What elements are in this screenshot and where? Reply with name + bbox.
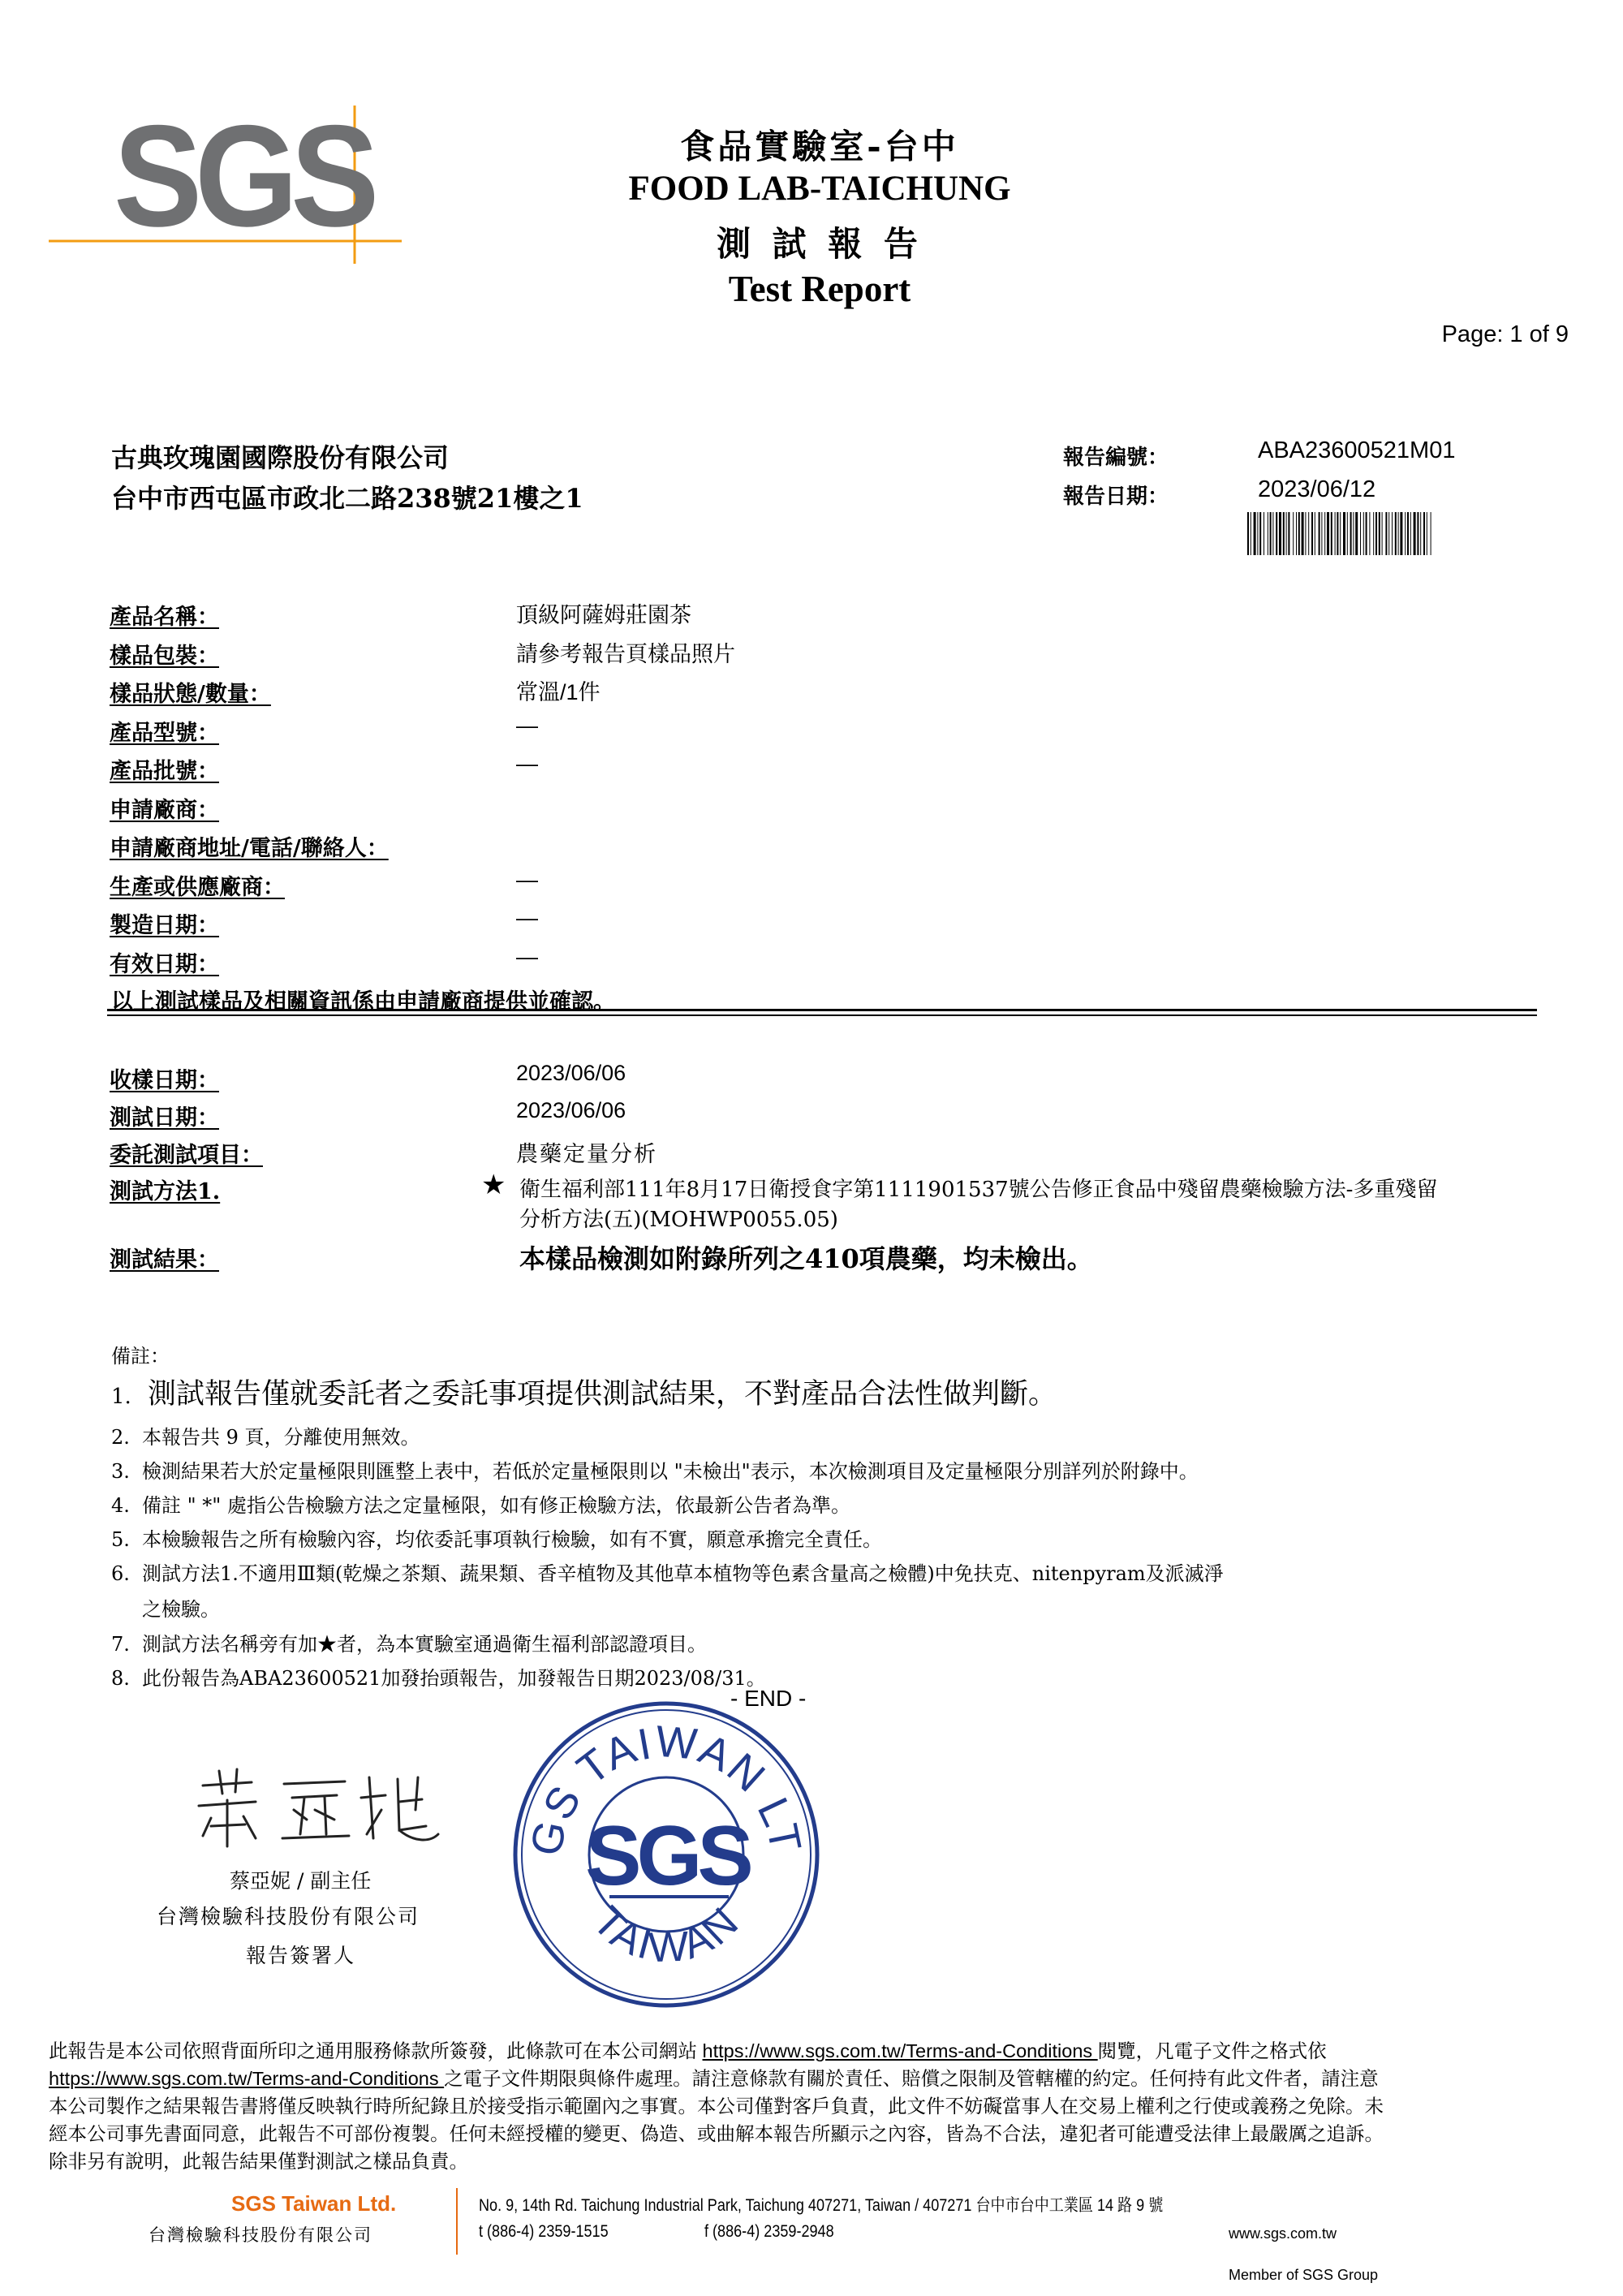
footer-tel: t (886-4) 2359-1515 (479, 2222, 609, 2241)
field-label: 有效日期： (110, 951, 219, 977)
field-value: — (516, 867, 538, 892)
note-item (111, 1557, 1224, 1586)
field-label: 產品名稱： (110, 605, 219, 630)
report-date: 2023/06/12 (1258, 476, 1376, 502)
field-label: 生產或供應廠商： (110, 874, 285, 900)
test-date: 2023/06/06 (516, 1098, 626, 1122)
note-item (111, 1523, 882, 1552)
disclaimer-line1 (49, 2035, 1327, 2063)
disclaimer-text: 之電子文件期限與條件處理。請注意條款有關於責任、賠償之限制及管轄權的約定。任何持有此文件者，請注意 (444, 2068, 1379, 2089)
footer-address: No. 9, 14th Rd. Taichung Industrial Park, Taichung 407271, Taiwan / 407271 台中市台中工業區 14 路 9 號 (479, 2196, 1164, 2215)
received-date: 2023/06/06 (516, 1061, 626, 1085)
signer-role: 報告簽署人 (246, 1944, 356, 1967)
note-number: 7. (111, 1633, 130, 1656)
disclaimer-text: 閱覽，凡電子文件之格式依 (1097, 2040, 1327, 2061)
footer-website: www.sgs.com.tw (1229, 2225, 1337, 2242)
test-method-line1: 衛生福利部111年8月17日衛授食字第1111901537號公告修正食品中殘留農藥檢驗方法-多重殘留 (519, 1178, 1438, 1202)
disclaimer-line5: 除非另有說明，此報告結果僅對測試之樣品負責。 (49, 2151, 468, 2172)
note-item (111, 1628, 707, 1656)
note-number: 6. (111, 1562, 130, 1585)
disclaimer-line3: 本公司製作之結果報告書將僅反映執行時所紀錄且於接受指示範圍內之事實。本公司僅對客戶負責，此文件不妨礙當事人在交易上權利之行使或義務之免除。未 (49, 2096, 1384, 2117)
note-text: 備註 " *" 處指公告檢驗方法之定量極限，如有修正檢驗方法，依最新公告者為準。 (142, 1494, 850, 1517)
footer-company-zh: 台灣檢驗科技股份有限公司 (149, 2225, 372, 2245)
note-text: 此份報告為ABA23600521加發抬頭報告，加發報告日期2023/08/31。 (142, 1667, 766, 1690)
field-label: 產品型號： (110, 720, 219, 746)
field-label: 樣品狀態/數量： (110, 682, 271, 707)
field-value: — (516, 944, 538, 969)
report-number-label: 報告編號： (1063, 446, 1169, 470)
signer-name-title: 蔡亞妮 / 副主任 (230, 1869, 372, 1893)
lab-title-en: FOOD LAB-TAICHUNG (628, 170, 1011, 208)
confirm-note: 以上測試樣品及相關資訊係由申請廠商提供並確認。 (111, 989, 615, 1014)
note-text: 測試方法1.不適用Ⅲ類(乾燥之茶類、蔬果類、香辛植物及其他草本植物等色素含量高之檢體)中免扶克、nitenpyram及派滅淨 (142, 1562, 1224, 1585)
test-item: 農藥定量分析 (516, 1142, 657, 1167)
note-text: 測試報告僅就委託者之委託事項提供測試結果，不對產品合法性做判斷。 (148, 1378, 1057, 1411)
note-text: 本檢驗報告之所有檢驗內容，均依委託事項執行檢驗，如有不實，願意承擔完全責任。 (142, 1528, 882, 1551)
divider-double (107, 1009, 1537, 1016)
stamp-center-text: SGS (585, 1809, 749, 1903)
test-item-label: 委託測試項目： (110, 1143, 263, 1168)
note-item (111, 1489, 850, 1518)
note-item (111, 1455, 1199, 1484)
field-value: — (516, 752, 538, 776)
test-method-line2: 分析方法(五)(MOHWP0055.05) (519, 1208, 838, 1232)
end-marker: - END - (730, 1686, 807, 1711)
test-method-label: 測試方法1. (110, 1179, 221, 1204)
note-text: 本報告共 9 頁，分離使用無效。 (142, 1426, 420, 1449)
footer-divider (456, 2188, 458, 2255)
note-number: 3. (111, 1460, 130, 1483)
field-label: 樣品包裝： (110, 643, 219, 669)
field-value: 頂級阿薩姆莊園茶 (516, 603, 691, 627)
terms-link-2[interactable]: https://www.sgs.com.tw/Terms-and-Conditions (49, 2068, 445, 2089)
field-label: 申請廠商： (110, 797, 219, 823)
field-value: — (516, 713, 538, 738)
report-date-label: 報告日期： (1063, 485, 1169, 509)
sgs-logo-text: SGS (114, 95, 372, 256)
note-text: 檢測結果若大於定量極限則匯整上表中，若低於定量極限則以 "未檢出"表示，本次檢測項目及定量極限分別詳列於附錄中。 (142, 1460, 1199, 1483)
footer-company-en: SGS Taiwan Ltd. (231, 2191, 397, 2216)
field-label: 製造日期： (110, 913, 219, 938)
note-number: 4. (111, 1494, 130, 1517)
handwritten-signature (187, 1761, 446, 1862)
barcode (1247, 512, 1518, 555)
test-result-label: 測試結果： (110, 1247, 219, 1273)
disclaimer-line4: 經本公司事先書面同意，此報告不可部份複製。任何未經授權的變更、偽造、或曲解本報告所顯示之內容，皆為不合法，違犯者可能遭受法律上最嚴厲之追訴。 (49, 2123, 1384, 2144)
client-address: 台中市西屯區市政北二路238號21樓之1 (111, 483, 583, 514)
stamp-bottom-text: TAIWAN (583, 1897, 749, 1972)
lab-title-zh: 食品實驗室-台中 (680, 127, 959, 166)
note-item (111, 1662, 766, 1691)
stamp-top-text: GS TAIWAN LT (521, 1717, 811, 1860)
note-number: 8. (111, 1667, 130, 1690)
field-value: 請參考報告頁樣品照片 (516, 641, 735, 666)
field-value: — (516, 906, 538, 930)
note-number: 2. (111, 1426, 130, 1449)
terms-link-1[interactable]: https://www.sgs.com.tw/Terms-and-Conditions (702, 2040, 1098, 2061)
note-continuation: 之檢驗。 (142, 1598, 220, 1621)
received-date-label: 收樣日期： (110, 1068, 219, 1093)
client-name: 古典玫瑰園國際股份有限公司 (111, 442, 450, 473)
report-title-zh: 測 試 報 告 (717, 224, 923, 264)
field-value: 常溫/1件 (516, 680, 601, 704)
note-number: 1. (111, 1385, 131, 1409)
test-date-label: 測試日期： (110, 1105, 219, 1131)
field-label: 產品批號： (110, 759, 219, 784)
note-item (111, 1421, 420, 1450)
note-number: 5. (111, 1528, 130, 1551)
disclaimer-line2 (49, 2063, 1379, 2091)
note-text: 測試方法名稱旁有加★者，為本實驗室通過衛生福利部認證項目。 (142, 1633, 707, 1656)
company-stamp (508, 1696, 824, 2016)
field-label: 申請廠商地址/電話/聯絡人： (110, 836, 389, 861)
notes-title: 備註： (111, 1345, 170, 1368)
signer-company: 台灣檢驗科技股份有限公司 (157, 1905, 420, 1928)
accreditation-star-icon: ★ (481, 1169, 506, 1201)
note-item (111, 1372, 1057, 1412)
test-result: 本樣品檢測如附錄所列之410項農藥，均未檢出。 (519, 1243, 1093, 1274)
footer-member: Member of SGS Group (1229, 2267, 1379, 2283)
footer-fax: f (886-4) 2359-2948 (704, 2222, 834, 2241)
report-number: ABA23600521M01 (1258, 437, 1456, 463)
page-number: Page: 1 of 9 (1441, 321, 1569, 347)
report-title-en: Test Report (728, 269, 911, 309)
disclaimer-text: 此報告是本公司依照背面所印之通用服務條款所簽發，此條款可在本公司網站 (49, 2040, 703, 2061)
